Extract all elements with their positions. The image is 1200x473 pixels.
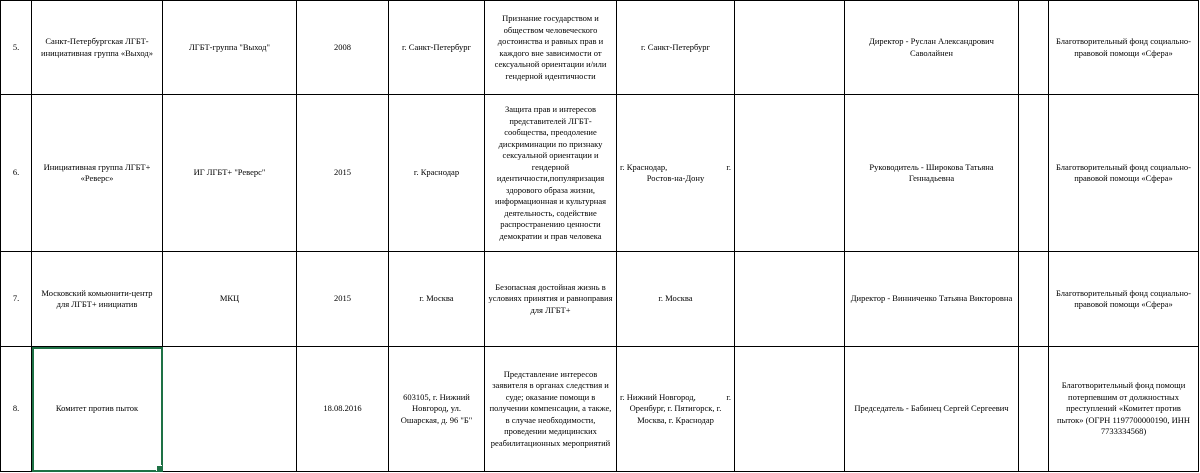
org-regions[interactable]: г. Москва: [617, 252, 735, 347]
org-goals[interactable]: Признание государством и обществом человеческого достоинства и равных прав и каждого вне зависимости от сексуальной ориентации и/или гендерной идентичности: [485, 1, 617, 95]
org-goals[interactable]: Безопасная достойная жизнь в условиях принятия и равноправия для ЛГБТ+: [485, 252, 617, 347]
org-name[interactable]: Санкт-Петербургская ЛГБТ-инициативная группа «Выход»: [32, 1, 163, 95]
empty-cell[interactable]: [1019, 95, 1049, 252]
empty-cell[interactable]: [735, 1, 845, 95]
org-regions[interactable]: [617, 95, 735, 252]
org-address[interactable]: г. Краснодар: [389, 95, 485, 252]
row-number[interactable]: 6.: [1, 95, 32, 252]
org-founder[interactable]: Благотворительный фонд социально-правовой помощи «Сфера»: [1049, 1, 1199, 95]
org-head[interactable]: Директор - Винниченко Татьяна Викторовна: [845, 252, 1019, 347]
org-name[interactable]: Московский комьюнити-центр для ЛГБТ+ инициатив: [32, 252, 163, 347]
org-name-selected-cell[interactable]: [32, 347, 163, 472]
table-row: [1, 252, 1199, 347]
table-row: [1, 347, 1199, 472]
fill-handle[interactable]: [156, 465, 163, 472]
org-address[interactable]: г. Санкт-Петербург: [389, 1, 485, 95]
org-regions[interactable]: [617, 347, 735, 472]
table-row: [1, 1, 1199, 95]
org-year[interactable]: 2015: [297, 252, 389, 347]
org-founder[interactable]: Благотворительный фонд социально-правовой помощи «Сфера»: [1049, 95, 1199, 252]
region-text: г. Санкт-Петербург: [641, 41, 710, 52]
region-text: Оренбург, г. Пятигорск, г. Москва, г. Краснодар: [629, 403, 722, 425]
region-text: г.: [726, 161, 731, 172]
row-number[interactable]: 5.: [1, 1, 32, 95]
row-number[interactable]: 7.: [1, 252, 32, 347]
org-year[interactable]: 2008: [297, 1, 389, 95]
region-text: г. Нижний Новгород,: [620, 391, 696, 402]
row-number[interactable]: 8.: [1, 347, 32, 472]
org-address[interactable]: г. Москва: [389, 252, 485, 347]
org-head[interactable]: [845, 1, 1019, 95]
head-text: Директор - Руслан Александрович Саволайнен: [869, 36, 994, 58]
org-goals[interactable]: Представление интересов заявителя в органах следствия и суде; оказание помощи в получении компенсации, а также, в случае необходимости, проведении медицинских реабилитационных мероприятий: [485, 347, 617, 472]
region-text: г.: [726, 391, 731, 402]
org-name: Комитет против пыток: [55, 403, 139, 414]
empty-cell[interactable]: [1019, 1, 1049, 95]
empty-cell[interactable]: [735, 347, 845, 472]
empty-cell[interactable]: [1019, 347, 1049, 472]
org-short-name[interactable]: ИГ ЛГБТ+ "Реверс": [163, 95, 297, 252]
table-row: [1, 95, 1199, 252]
org-short-name[interactable]: ЛГБТ-группа "Выход": [163, 1, 297, 95]
org-year[interactable]: 2015: [297, 95, 389, 252]
org-short-name[interactable]: МКЦ: [163, 252, 297, 347]
org-goals[interactable]: Защита прав и интересов представителей ЛГБТ-сообщества, преодоление дискриминации по признаку сексуальной ориентации и гендерной идентичности,популяризация здорового образа жизни, информационная и культурная деятельность, содействие распространению ценности демократии и прав человека: [485, 95, 617, 252]
org-head[interactable]: Руководитель - Широкова Татьяна Геннадьевна: [845, 95, 1019, 252]
cell-content: [35, 347, 159, 471]
org-year[interactable]: 18.08.2016: [297, 347, 389, 472]
org-founder[interactable]: Благотворительный фонд социально-правовой помощи «Сфера»: [1049, 252, 1199, 347]
empty-cell[interactable]: [735, 252, 845, 347]
region-line: [620, 162, 731, 174]
org-name[interactable]: Инициативная группа ЛГБТ+ «Реверс»: [32, 95, 163, 252]
org-founder[interactable]: Благотворительный фонд помощи потерпевшим от должностных преступлений «Комитет против пыток» (ОГРН 1197700000190, ИНН 7733334568): [1049, 347, 1199, 472]
org-regions[interactable]: [617, 1, 735, 95]
region-line: [620, 392, 731, 404]
region-text: г. Краснодар,: [620, 161, 668, 172]
empty-cell[interactable]: [1019, 252, 1049, 347]
org-short-name[interactable]: [163, 347, 297, 472]
region-text: Ростов-на-Дону: [646, 173, 705, 183]
org-address[interactable]: 603105, г. Нижний Новгород, ул. Ошарская, д. 96 "Б": [389, 347, 485, 472]
org-head[interactable]: Председатель - Бабинец Сергей Сергеевич: [845, 347, 1019, 472]
empty-cell[interactable]: [735, 95, 845, 252]
